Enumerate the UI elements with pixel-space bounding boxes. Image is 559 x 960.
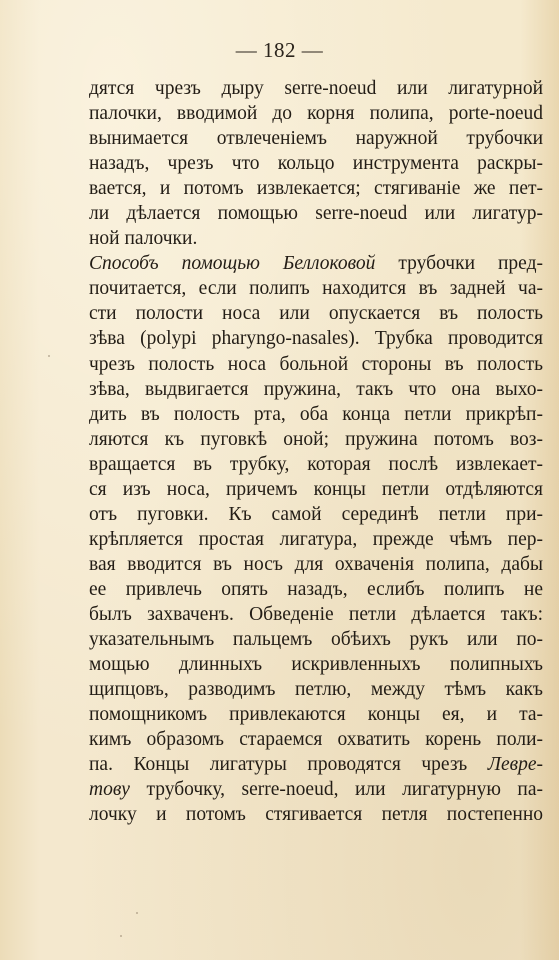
italic-text-run: Способъ помощью Белло‍ковой xyxy=(89,253,376,275)
text-line xyxy=(89,602,543,627)
text-line xyxy=(89,627,543,652)
text-line xyxy=(89,126,543,151)
text-run: кимъ образомъ стараемся охватить корень поли- xyxy=(89,729,543,751)
text-run: почитается, если полипъ находится въ задней ча- xyxy=(89,278,543,300)
text-run: указательнымъ пальцемъ обѣихъ рукъ или по- xyxy=(89,629,543,651)
text-line xyxy=(89,452,543,477)
text-run: назадъ, чрезъ что кольцо инструмента раскры- xyxy=(89,153,543,175)
text-line xyxy=(89,251,543,276)
text-run: вынимается отвлеченіемъ наружной трубочки xyxy=(89,128,543,150)
text-run: вая вводится въ носъ для охваченія полипа, дабы xyxy=(89,553,543,575)
text-line xyxy=(89,176,543,201)
text-line xyxy=(89,352,543,377)
text-run: дятся чрезъ дыру serre-noeud или лигатурной xyxy=(89,78,543,99)
text-line xyxy=(89,377,543,402)
text-run: зѣва (polypi pharyngo-nasales). Трубка проводится xyxy=(89,328,543,350)
text-run: щипцовъ, разводимъ петлю, между тѣмъ какъ xyxy=(89,679,543,701)
text-run: ся изъ носа, причемъ концы петли отдѣляются xyxy=(89,478,543,500)
text-run: лочку и потомъ стягивается петля постепенно xyxy=(89,804,543,826)
text-line xyxy=(89,477,543,502)
paper-speck xyxy=(136,912,138,914)
text-line xyxy=(89,752,543,777)
text-run: ли дѣлается помощью serre-noeud или лигатур- xyxy=(89,203,543,225)
text-line xyxy=(89,777,543,802)
text-line xyxy=(89,101,543,126)
text-run: зѣва, выдвигается пружина, такъ что она выхо- xyxy=(89,378,543,400)
text-line xyxy=(89,702,543,727)
text-line xyxy=(89,552,543,577)
text-run: сти полости носа или опускается въ полость xyxy=(89,303,543,325)
text-run: мощью длинныхъ искривленныхъ полипныхъ xyxy=(89,654,543,676)
text-run: вращается въ трубку, которая послѣ извлекает- xyxy=(89,453,543,475)
text-line xyxy=(89,76,543,101)
text-run: отъ пуговки. Къ самой серединѣ петли при- xyxy=(89,503,543,525)
text-run: ной палочки. xyxy=(89,228,198,250)
text-line xyxy=(89,727,543,752)
text-run: ее привлечь опять назадъ, еслибъ полипъ не xyxy=(89,578,543,600)
text-line xyxy=(89,577,543,602)
text-run: былъ захваченъ. Обведеніе петли дѣлается такъ: xyxy=(89,603,543,625)
text-run: дить въ полость рта, оба конца петли прикрѣп- xyxy=(89,403,543,425)
text-line xyxy=(89,802,543,827)
text-line xyxy=(89,276,543,301)
text-run: крѣпляется простая лигатура, прежде чѣмъ пер- xyxy=(89,528,543,550)
text-run: па. Концы лигатуры проводятся чрезъ xyxy=(89,754,488,776)
text-run: чрезъ полость носа больной стороны въ полость xyxy=(89,353,543,375)
paper-speck xyxy=(48,355,50,357)
italic-text-run: тову xyxy=(89,779,130,801)
text-run: трубочку, serre-noeud, или лигатурную па- xyxy=(129,779,543,801)
text-line xyxy=(89,677,543,702)
text-line xyxy=(89,402,543,427)
paper-speck xyxy=(120,935,122,937)
page-number: — 182 — xyxy=(235,38,324,62)
text-line xyxy=(89,226,543,251)
text-line xyxy=(89,427,543,452)
text-run: трубочки пред- xyxy=(375,253,543,275)
text-line xyxy=(89,201,543,226)
text-line xyxy=(89,301,543,326)
text-line xyxy=(89,151,543,176)
text-run: помощникомъ привлекаются концы ея, и та- xyxy=(89,704,543,726)
text-run: палочки, вводимой до корня полипа, porte-noeud xyxy=(89,103,543,125)
text-run: ляются къ пуговкѣ оной; пружина потомъ воз- xyxy=(89,428,543,450)
italic-text-run: Левре- xyxy=(487,754,543,776)
body-text xyxy=(89,76,543,827)
text-line xyxy=(89,527,543,552)
text-line xyxy=(89,502,543,527)
text-run: вается, и потомъ извлекается; стягиваніе же пет- xyxy=(89,178,543,200)
text-line xyxy=(89,326,543,351)
text-line xyxy=(89,652,543,677)
